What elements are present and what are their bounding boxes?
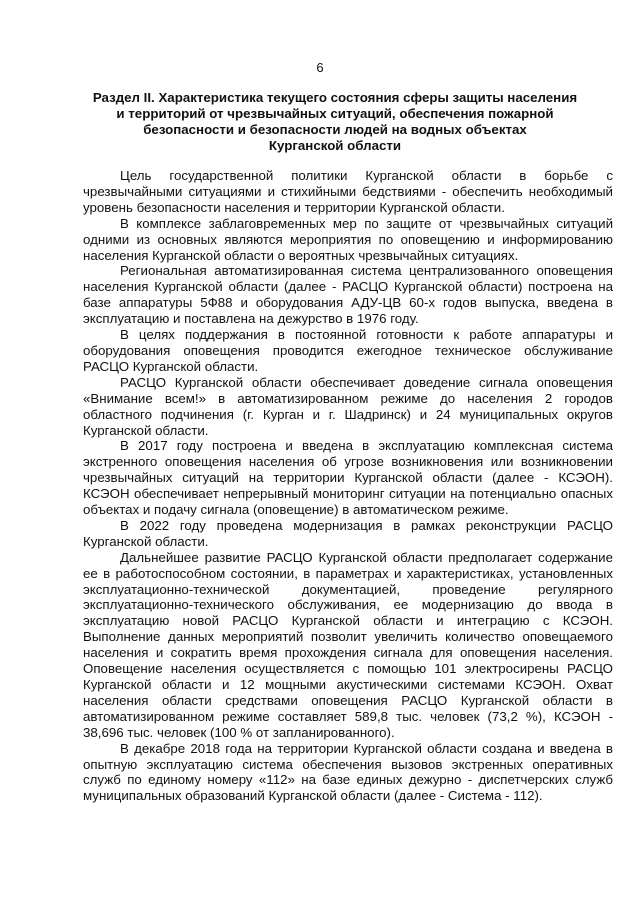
paragraph: Цель государственной политики Курганской области в борьбе с чрезвычайными ситуациями и стихийными бедствиями - обеспечить необходимый уровень безопасности населения и территории Курганской области.	[83, 168, 613, 215]
paragraph: Дальнейшее развитие РАСЦО Курганской области предполагает содержание ее в работоспособном состоянии, в параметрах и характеристиках, установленных эксплуатационно-технической документацией, проведение регулярного эксплуатационно-технического обслуживания, ее модернизацию до ввода в эксплуатацию новой РАСЦО Курганской области и интеграцию с КСЭОН. Выполнение данных мероприятий позволит увеличить количество оповещаемого населения и сократить время прохождения сигнала для оповещения населения. Оповещение населения осуществляется с помощью 101 электросирены РАСЦО Курганской области и 12 мощными акустическими системами КСЭОН. Охват населения области средствами оповещения РАСЦО Курганской области в автоматизированном режиме составляет 589,8 тыс. человек (73,2 %), КСЭОН - 38,696 тыс. человек (100 % от запланированного).	[83, 549, 613, 740]
paragraph: Региональная автоматизированная система централизованного оповещения населения Курганской области (далее - РАСЦО Курганской области) построена на базе аппаратуры 5Ф88 и оборудования АДУ-ЦВ 60-х годов выпуска, введена в эксплуатацию и поставлена на дежурство в 1976 году.	[83, 263, 613, 327]
paragraph: В 2022 году проведена модернизация в рамках реконструкции РАСЦО Курганской области.	[83, 517, 613, 549]
document-body	[83, 168, 613, 804]
section-title-line: Курганской области	[268, 138, 402, 153]
paragraph: В целях поддержания в постоянной готовности к работе аппаратуры и оборудования оповещения проводится ежегодное техническое обслуживание РАСЦО Курганской области.	[83, 327, 613, 374]
paragraph: РАСЦО Курганской области обеспечивает доведение сигнала оповещения «Внимание всем!» в автоматизированном режиме до населения 2 городов областного подчинения (г. Курган и г. Шадринск) и 24 муниципальных округов Курганской области.	[83, 374, 613, 438]
page-number: 6	[316, 60, 324, 75]
section-title	[70, 90, 600, 154]
paragraph: В 2017 году построена и введена в эксплуатацию комплексная система экстренного оповещения населения об угрозе возникновения или возникновении чрезвычайных ситуаций на территории Курганской области (далее - КСЭОН). КСЭОН обеспечивает непрерывный мониторинг ситуации на потенциально опасных объектах и подачу сигнала (оповещение) в автоматическом режиме.	[83, 438, 613, 518]
paragraph: В комплексе заблаговременных мер по защите от чрезвычайных ситуаций одними из основных являются мероприятия по оповещению и информированию населения Курганской области о вероятных чрезвычайных ситуациях.	[83, 215, 613, 263]
paragraph: В декабре 2018 года на территории Курганской области создана и введена в опытную эксплуатацию система обеспечения вызовов экстренных оперативных служб по единому номеру «112» на базе единых дежурно - диспетчерских служб муниципальных образований Курганской области (далее - Система - 112).	[83, 740, 613, 804]
section-title-line: безопасности и безопасности людей на водных объектах	[143, 122, 527, 137]
section-title-line: Раздел II. Характеристика текущего состояния сферы защиты населения	[92, 90, 578, 105]
section-title-line: и территорий от чрезвычайных ситуаций, обеспечения пожарной	[116, 106, 554, 121]
